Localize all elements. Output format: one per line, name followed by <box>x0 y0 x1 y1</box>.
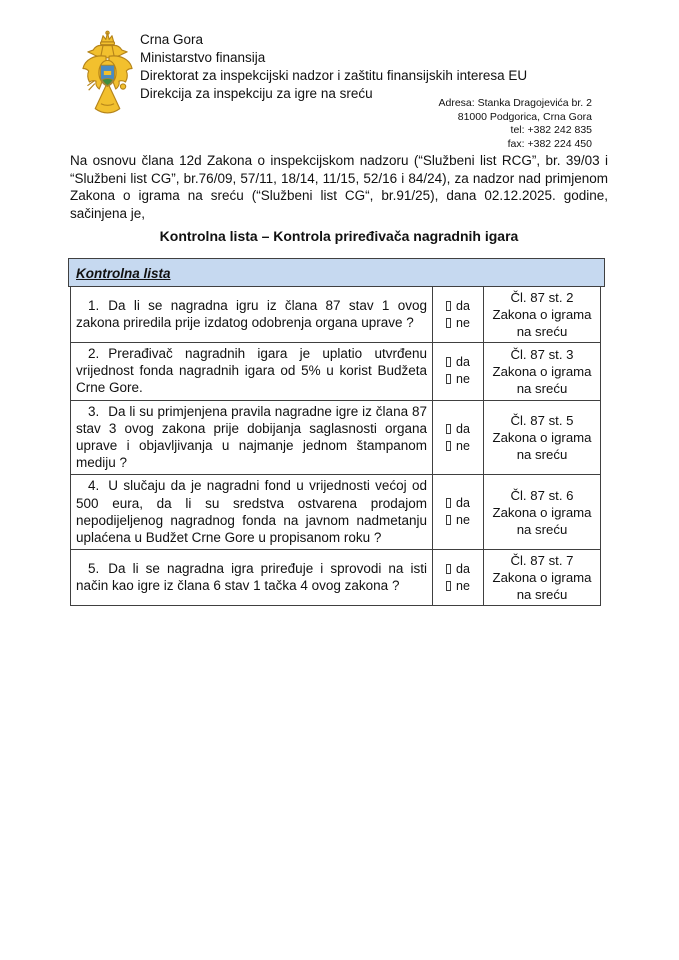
table-row <box>71 343 601 401</box>
document-title: Kontrolna lista – Kontrola priređivača nagradnih igara <box>159 228 519 244</box>
checkbox-da-label: da <box>456 355 470 370</box>
phone-line: tel: +382 242 835 <box>510 124 592 136</box>
address-line: 81000 Podgorica, Crna Gora <box>457 110 592 123</box>
question-cell <box>71 550 433 606</box>
answer-cell <box>433 343 484 401</box>
question-text: Prerađivač nagradnih igara je uplatio utvrđenu vrijednost fonda nagradnih igara od 5% u korist Budžeta Crne Gore. <box>76 346 427 396</box>
eagle-icon <box>81 30 134 125</box>
address-line: Adresa: Stanka Dragojevića br. 2 <box>438 97 592 109</box>
checkbox-ne-label: ne <box>456 438 470 453</box>
question-cell <box>71 287 433 343</box>
checkbox-ne-label: ne <box>456 513 470 528</box>
answer-cell <box>433 287 484 343</box>
checkbox-ne[interactable] <box>446 438 470 455</box>
checkbox-icon[interactable] <box>446 374 451 384</box>
checkbox-da-label: da <box>456 561 470 576</box>
question-text: Da li su primjenjena pravila nagradne igre iz člana 87 stav 3 ovog zakona prije dobijanja saglasnosti organa uprave i objavljivanja u najmanje jednom štampanom mediju ? <box>76 403 427 471</box>
checkbox-ne[interactable] <box>446 578 470 595</box>
checkbox-icon[interactable] <box>446 515 451 525</box>
checkbox-ne-label: ne <box>456 578 470 593</box>
checkbox-icon[interactable] <box>446 498 451 508</box>
table-row <box>71 475 601 550</box>
org-line-directorate: Direktorat za inspekcijski nadzor i zaštitu finansijskih interesa EU <box>140 68 528 83</box>
question-text: U slučaju da je nagradni fond u vrijednosti većoj od 500 eura, da li su sredstva ostvarena prodajom nepodijeljenog nagradnog fonda na javnom nadmetanju uplaćena u Budžet Crne Gore u propisanom roku ? <box>76 478 427 546</box>
checkbox-da-label: da <box>456 496 470 511</box>
checkbox-icon[interactable] <box>446 318 451 328</box>
question-cell <box>71 343 433 401</box>
table-header-label: Kontrolna lista <box>76 266 171 281</box>
checkbox-ne[interactable] <box>446 512 470 529</box>
answer-cell <box>433 475 484 550</box>
question-number: 3. <box>88 403 100 419</box>
checklist-table <box>68 258 605 606</box>
question-text: Da li se nagradna igru iz člana 87 stav 1 ovog zakona priredila prije izdatog odobrenja organa uprave ? <box>76 297 427 330</box>
intro-paragraph: Na osnovu člana 12d Zakona o inspekcijskom nadzoru (“Službeni list RCG”, br. 39/03 i “Službeni list CG”, br.76/09, 57/11, 18/14, 11/15, 52/16 i 84/24), za nadzor nad primjenom Zakona o igrama na sreću (“Službeni list CG“, br.91/25), dana 02.12.2025. godine, sačinjena je, <box>70 153 608 221</box>
checkbox-icon[interactable] <box>446 424 451 434</box>
checklist-body <box>70 286 601 606</box>
checkbox-icon[interactable] <box>446 357 451 367</box>
legal-reference: Čl. 87 st. 3 Zakona o igrama na sreću <box>484 343 601 401</box>
checkbox-icon[interactable] <box>446 441 451 451</box>
org-header <box>140 31 527 103</box>
checkbox-da[interactable] <box>446 421 470 438</box>
montenegro-coat-of-arms-icon <box>81 30 134 125</box>
org-line-direction: Direkcija za inspekciju za igre na sreću <box>140 86 373 101</box>
question-number: 4. <box>88 478 100 494</box>
question-cell <box>71 475 433 550</box>
checkbox-da-label: da <box>456 421 470 436</box>
checkbox-ne-label: ne <box>456 315 470 330</box>
checkbox-ne[interactable] <box>446 315 470 332</box>
checkbox-da[interactable] <box>446 495 470 512</box>
fax-line: fax: +382 224 450 <box>507 137 592 150</box>
checkbox-da[interactable] <box>446 354 470 371</box>
address-block <box>438 97 592 151</box>
table-row <box>71 400 601 475</box>
answer-cell <box>433 400 484 475</box>
question-cell <box>71 400 433 475</box>
legal-reference: Čl. 87 st. 7 Zakona o igrama na sreću <box>484 550 601 606</box>
checkbox-da[interactable] <box>446 561 470 578</box>
checkbox-icon[interactable] <box>446 581 451 591</box>
question-number: 5. <box>88 561 100 577</box>
table-header-row <box>68 258 605 287</box>
question-number: 1. <box>88 297 100 313</box>
org-line-ministry: Ministarstvo finansija <box>140 50 266 65</box>
checkbox-icon[interactable] <box>446 301 451 311</box>
question-text: Da li se nagradna igra priređuje i sprovodi na isti način kao igre iz člana 6 stav 1 tačka 4 ovog zakona ? <box>76 561 427 594</box>
org-line-country: Crna Gora <box>140 32 204 47</box>
legal-reference: Čl. 87 st. 2 Zakona o igrama na sreću <box>484 287 601 343</box>
checkbox-ne[interactable] <box>446 371 470 388</box>
checkbox-ne-label: ne <box>456 372 470 387</box>
checkbox-da-label: da <box>456 298 470 313</box>
checkbox-da[interactable] <box>446 298 470 315</box>
legal-reference: Čl. 87 st. 6 Zakona o igrama na sreću <box>484 475 601 550</box>
table-row <box>71 550 601 606</box>
table-row <box>71 287 601 343</box>
answer-cell <box>433 550 484 606</box>
legal-reference: Čl. 87 st. 5 Zakona o igrama na sreću <box>484 400 601 475</box>
question-number: 2. <box>88 346 100 361</box>
checkbox-icon[interactable] <box>446 564 451 574</box>
